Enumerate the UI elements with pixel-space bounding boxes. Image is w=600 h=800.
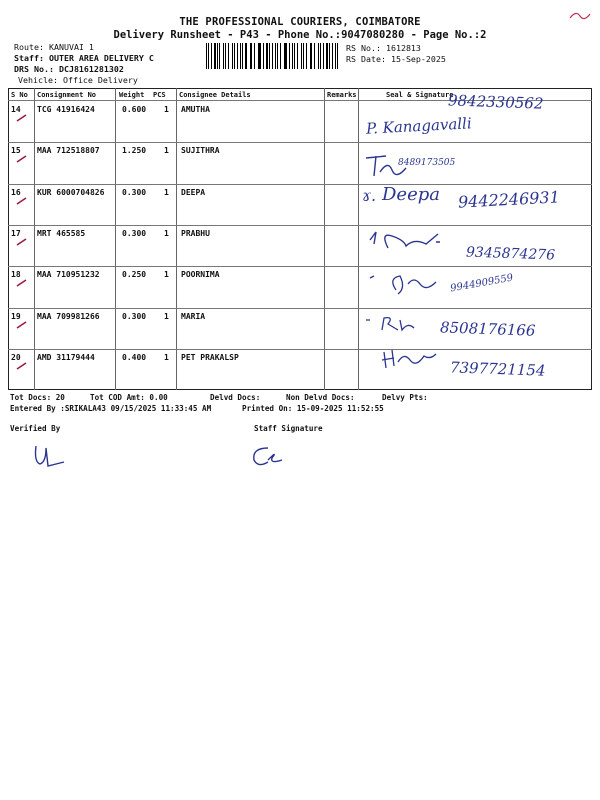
staff-label: Staff: OUTER AREA DELIVERY C (14, 53, 154, 63)
col-divider (358, 88, 359, 390)
row-consignee: PRABHU (181, 228, 210, 238)
total-docs: Tot Docs: 20 (10, 393, 65, 402)
rs-number: RS No.: 1612813 (346, 43, 421, 53)
tick-mark (16, 238, 28, 246)
col-divider (176, 88, 177, 390)
row-consignee: POORNIMA (181, 270, 220, 280)
row-pcs: 1 (164, 105, 169, 114)
row-divider (8, 225, 592, 226)
verified-by-label: Verified By (10, 424, 61, 433)
barcode (206, 43, 340, 69)
tick-mark (16, 197, 28, 205)
col-header-weight: Weight (119, 91, 145, 99)
non-delivered-docs: Non Delvd Docs: (286, 393, 355, 402)
handwritten-phone: 9442246931 (457, 187, 561, 212)
row-pcs: 1 (164, 146, 169, 156)
row-pcs: 1 (164, 187, 169, 197)
row-consignment-no: MRT 465585 (37, 228, 86, 238)
route-label: Route: KANUVAI 1 (14, 42, 94, 52)
rs-date: RS Date: 15-Sep-2025 (346, 54, 446, 64)
row-pcs: 1 (164, 228, 169, 238)
col-divider (34, 88, 35, 390)
row-sno: 19 (11, 311, 21, 321)
row-sno: 14 (11, 105, 21, 114)
handwritten-phone: 9842330562 (447, 91, 544, 113)
document-subtitle: Delivery Runsheet - P43 - Phone No.:9047080280 - Page No.:2 (113, 29, 487, 41)
handwritten-name: P. Kanagavalli (365, 114, 473, 138)
row-pcs: 1 (164, 270, 169, 280)
signature-mark (364, 314, 424, 334)
row-weight: 0.300 (122, 228, 147, 238)
col-header-seal: Seal & Signature (386, 91, 454, 99)
row-divider (8, 142, 592, 143)
handwritten-name: Deepa (382, 184, 440, 205)
col-header-remarks: Remarks (327, 91, 357, 99)
verified-signature (30, 440, 70, 470)
row-pcs: 1 (164, 352, 169, 362)
row-sno: 15 (11, 146, 21, 156)
signature-mark: ɤ. (362, 186, 377, 205)
tick-mark (16, 279, 28, 287)
tick-mark (16, 155, 28, 163)
document-title: THE PROFESSIONAL COURIERS, COIMBATORE (179, 16, 421, 28)
row-weight: 0.600 (122, 105, 147, 114)
row-divider (8, 266, 592, 267)
row-consignee: SUJITHRA (181, 146, 220, 156)
row-weight: 0.250 (122, 270, 147, 280)
handwritten-phone: 8489173505 (398, 158, 456, 168)
row-sno: 17 (11, 228, 21, 238)
delivered-docs: Delvd Docs: (210, 393, 261, 402)
col-header-consignment: Consignment No (37, 91, 97, 99)
row-consignment-no: MAA 710951232 (37, 270, 100, 280)
row-weight: 0.400 (122, 352, 147, 362)
signature-mark (366, 268, 446, 302)
vehicle-label: Vehicle: Office Delivery (18, 75, 138, 85)
row-consignment-no: MAA 709981266 (37, 311, 100, 321)
staff-signature (248, 442, 288, 470)
row-consignee: AMUTHA (181, 105, 210, 114)
handwritten-phone: 8508176166 (439, 318, 536, 340)
printed-on: Printed On: 15-09-2025 11:52:55 (242, 404, 384, 413)
row-weight: 0.300 (122, 187, 147, 197)
row-divider (8, 349, 592, 350)
runsheet-table (8, 88, 592, 390)
col-header-pcs: PCS (153, 91, 166, 99)
signature-mark (366, 228, 466, 258)
row-weight: 0.300 (122, 311, 147, 321)
tick-mark (16, 114, 28, 122)
handwritten-phone: 7397721154 (449, 358, 546, 380)
row-consignment-no: MAA 712518807 (37, 146, 100, 156)
row-divider (8, 308, 592, 309)
handwritten-phone: 9944909559 (449, 272, 515, 295)
row-consignment-no: TCG 41916424 (37, 105, 95, 114)
total-cod: Tot COD Amt: 0.00 (90, 393, 168, 402)
row-consignment-no: AMD 31179444 (37, 352, 95, 362)
row-sno: 16 (11, 187, 21, 197)
row-consignee: DEEPA (181, 187, 206, 197)
row-consignment-no: KUR 6000704826 (37, 187, 105, 197)
tick-mark (16, 362, 28, 370)
row-pcs: 1 (164, 311, 169, 321)
row-sno: 20 (11, 352, 21, 362)
row-sno: 18 (11, 270, 21, 280)
col-header-consignee: Consignee Details (179, 91, 251, 99)
col-divider (115, 88, 116, 390)
col-divider (324, 88, 325, 390)
drs-number: DRS No.: DCJ8161281302 (14, 64, 124, 74)
entered-by: Entered By :SRIKALA43 09/15/2025 11:33:45 AM (10, 404, 212, 413)
staff-signature-label: Staff Signature (254, 424, 323, 433)
ink-mark (568, 8, 592, 24)
tick-mark (16, 321, 28, 329)
row-consignee: PET PRAKALSP (181, 352, 239, 362)
row-divider (8, 184, 592, 185)
handwritten-phone: 9345874276 (465, 244, 556, 264)
delivery-points: Delvy Pts: (382, 393, 428, 402)
signature-mark (380, 348, 440, 372)
row-consignee: MARIA (181, 311, 206, 321)
col-header-sno: S No (11, 91, 28, 99)
row-weight: 1.250 (122, 146, 147, 156)
